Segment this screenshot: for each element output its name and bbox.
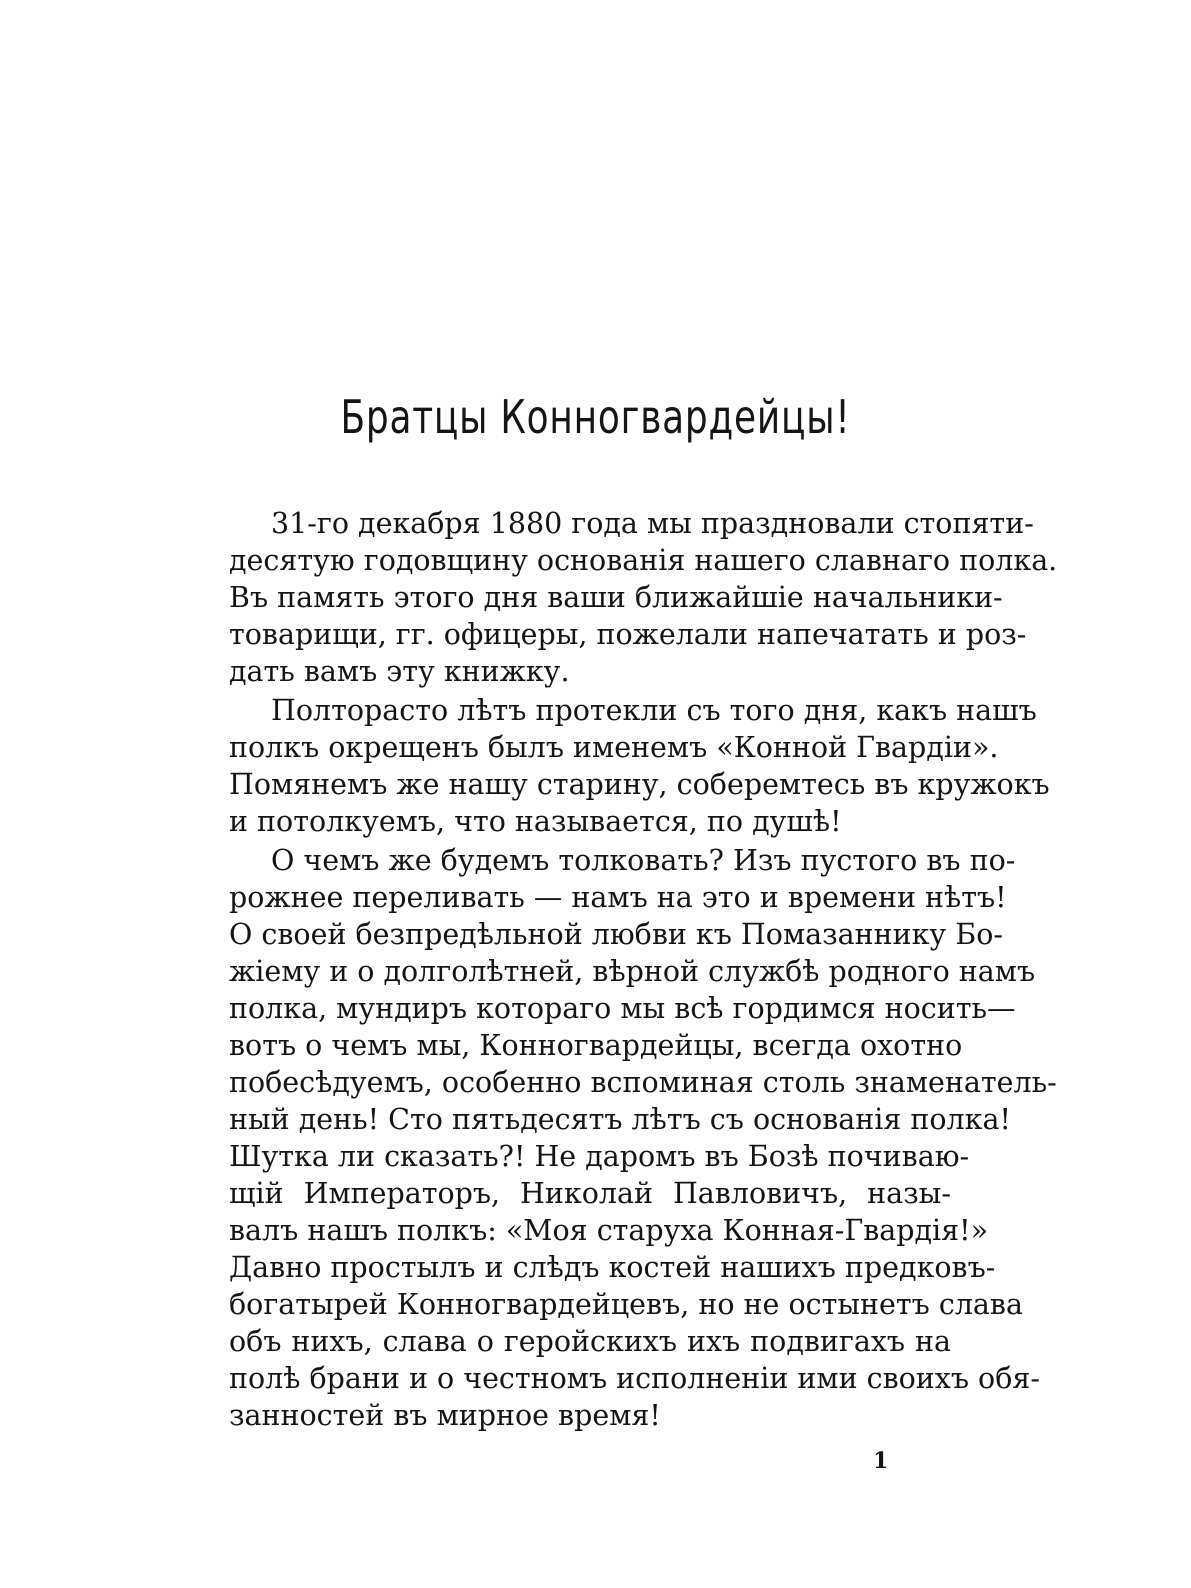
text-line: побесѣдуемъ, особенно вспоминая столь знаменатель- <box>229 1066 1057 1099</box>
text-line: дать вамъ эту книжку. <box>229 655 570 688</box>
text-line: и потолкуемъ, что называется, по душѣ! <box>229 805 842 838</box>
text-line: богатырей Конногвардейцевъ, но не остынетъ слава <box>229 1288 1023 1321</box>
text-line: вотъ о чемъ мы, Конногвардейцы, всегда охотно <box>229 1029 963 1062</box>
paragraph <box>229 842 1057 1434</box>
text-line: полка, мундиръ котораго мы всѣ гордимся носить— <box>229 992 1016 1025</box>
text-line: валъ нашъ полкъ: «Моя старуха Конная-Гвардія!» <box>229 1214 989 1247</box>
text-line: щій Императоръ, Николай Павловичъ, назы- <box>229 1177 951 1210</box>
text-line: О своей безпредѣльной любви къ Помазаннику Бо- <box>229 918 1003 951</box>
paragraph <box>229 692 1050 840</box>
text-line: Помянемъ же нашу старину, соберемтесь въ кружокъ <box>229 768 1050 801</box>
text-line: жіему и о долголѣтней, вѣрной службѣ родного намъ <box>229 955 1036 988</box>
page-number: 1 <box>873 1448 889 1474</box>
body-text <box>229 505 1058 1434</box>
text-line: десятую годовщину основанія нашего славнаго полка. <box>229 544 1058 577</box>
paragraph <box>229 505 1058 690</box>
text-line: рожнее переливать — намъ на это и времени нѣтъ! <box>229 881 1007 914</box>
text-line: Полторасто лѣтъ протекли съ того дня, какъ нашъ <box>271 694 1037 727</box>
text-line: 31-го декабря 1880 года мы праздновали стопяти- <box>271 507 1034 540</box>
text-line: ный день! Сто пятьдесятъ лѣтъ съ основанія полка! <box>229 1103 1011 1136</box>
text-line: Шутка ли сказать?! Не даромъ въ Бозѣ почиваю- <box>229 1140 970 1173</box>
text-line: О чемъ же будемъ толковать? Изъ пустого въ по- <box>271 844 1016 877</box>
text-line: Въ память этого дня ваши ближайшіе начальники- <box>229 581 1003 614</box>
text-line: полкъ окрещенъ былъ именемъ «Конной Гвардіи». <box>229 731 999 764</box>
page-title: Братцы Конногвардейцы! <box>340 390 851 444</box>
text-line: товарищи, гг. офицеры, пожелали напечатать и роз- <box>229 618 1027 651</box>
text-line: Давно простылъ и слѣдъ костей нашихъ предковъ- <box>229 1251 996 1284</box>
text-line: полѣ брани и о честномъ исполненіи ими своихъ обя- <box>229 1362 1040 1395</box>
text-line: объ нихъ, слава о геройскихъ ихъ подвигахъ на <box>229 1325 951 1358</box>
text-line: занностей въ мирное время! <box>229 1399 661 1432</box>
